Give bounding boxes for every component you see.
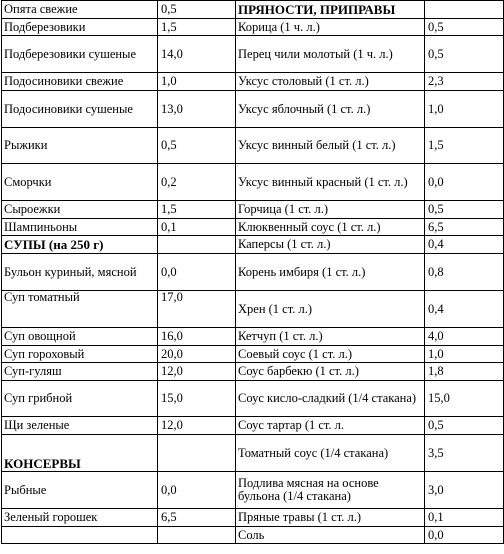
table-row: [2, 219, 504, 236]
item-value-cell: 0,2: [158, 164, 236, 201]
item-value-cell: 0,5: [158, 1, 236, 19]
table-row: [2, 435, 504, 472]
item-value-cell: 0,5: [158, 128, 236, 164]
item-value-cell: 0,5: [425, 201, 504, 219]
item-value-cell: 2,3: [425, 73, 504, 91]
table-row: [2, 19, 504, 36]
item-value-cell: 0,4: [425, 291, 504, 328]
item-value-cell: 3,5: [425, 435, 504, 472]
table-row: [2, 363, 504, 381]
item-value-cell: 1,0: [425, 91, 504, 128]
table-row: [2, 509, 504, 527]
item-name-cell: Суп-гуляш: [2, 363, 158, 381]
item-name-cell: Сморчки: [2, 164, 158, 201]
item-name-cell: Соевый соус (1 ст. л.): [236, 346, 425, 363]
item-name-cell: Суп грибной: [2, 381, 158, 417]
item-name-cell: Корица (1 ч. л.): [236, 19, 425, 36]
item-name-cell: Уксус яблочный (1 ст. л.): [236, 91, 425, 128]
item-name-cell: Опята свежие: [2, 1, 158, 19]
table-row: [2, 527, 504, 544]
item-value-cell: 0,1: [158, 219, 236, 236]
table-row: [2, 201, 504, 219]
item-value-cell: 1,5: [425, 128, 504, 164]
item-name-cell: Рыжики: [2, 128, 158, 164]
item-name-cell: Томатный соус (1/4 стакана): [236, 435, 425, 472]
item-name-cell: Подосиновики сушеные: [2, 91, 158, 128]
item-value-cell: 1,5: [158, 19, 236, 36]
item-value-cell: 1,8: [425, 363, 504, 381]
item-name-cell: Корень имбиря (1 ст. л.): [236, 254, 425, 291]
item-name-cell: Уксус винный красный (1 ст. л.): [236, 164, 425, 201]
item-value-cell: 0,5: [425, 36, 504, 73]
nutrition-table: [1, 0, 504, 544]
item-name-cell: Хрен (1 ст. л.): [236, 291, 425, 328]
item-name-cell: Суп томатный: [2, 291, 158, 328]
item-value-cell: 1,0: [158, 73, 236, 91]
item-name-cell: Зеленый горошек: [2, 509, 158, 527]
item-value-cell: 6,5: [425, 219, 504, 236]
item-value-cell: 15,0: [425, 381, 504, 417]
item-name-cell: Перец чили молотый (1 ч. л.): [236, 36, 425, 73]
item-name-cell: Уксус винный белый (1 ст. л.): [236, 128, 425, 164]
table-row: [2, 1, 504, 19]
item-name-cell: Соус барбекю (1 ст. л.): [236, 363, 425, 381]
item-name-cell: Бульон куриный, мясной: [2, 254, 158, 291]
item-value-cell: 4,0: [425, 328, 504, 346]
table-row: [2, 36, 504, 73]
item-value-cell: 1,5: [158, 201, 236, 219]
item-value-cell: [158, 236, 236, 254]
item-name-cell: КОНСЕРВЫ: [2, 435, 158, 472]
item-name-cell: Кетчуп (1 ст. л.): [236, 328, 425, 346]
item-name-cell: СУПЫ (на 250 г): [2, 236, 158, 254]
table-row: [2, 381, 504, 417]
item-name-cell: Щи зеленые: [2, 417, 158, 435]
table-row: [2, 472, 504, 509]
item-name-cell: Соус тартар (1 ст. л.: [236, 417, 425, 435]
item-value-cell: 14,0: [158, 36, 236, 73]
item-value-cell: 20,0: [158, 346, 236, 363]
item-name-cell: Подберезовики сушеные: [2, 36, 158, 73]
item-name-cell: Соус кисло-сладкий (1/4 стакана): [236, 381, 425, 417]
item-name-cell: Горчица (1 ст. л.): [236, 201, 425, 219]
item-value-cell: 12,0: [158, 363, 236, 381]
item-value-cell: [425, 1, 504, 19]
table-row: [2, 254, 504, 291]
item-value-cell: 13,0: [158, 91, 236, 128]
item-value-cell: 3,0: [425, 472, 504, 509]
item-value-cell: [158, 527, 236, 544]
table-body: [2, 1, 504, 544]
item-value-cell: 0,8: [425, 254, 504, 291]
table-row: [2, 417, 504, 435]
item-name-cell: Соль: [236, 527, 425, 544]
item-name-cell: Клюквенный соус (1 ст. л.): [236, 219, 425, 236]
table-row: [2, 164, 504, 201]
item-value-cell: 15,0: [158, 381, 236, 417]
item-value-cell: 6,5: [158, 509, 236, 527]
table-row: [2, 91, 504, 128]
item-value-cell: 12,0: [158, 417, 236, 435]
item-value-cell: 0,0: [425, 527, 504, 544]
item-value-cell: 1,0: [425, 346, 504, 363]
table-row: [2, 291, 504, 328]
item-name-cell: Каперсы (1 ст. л.): [236, 236, 425, 254]
item-value-cell: 0,0: [158, 472, 236, 509]
item-value-cell: 0,4: [425, 236, 504, 254]
item-value-cell: 0,5: [425, 19, 504, 36]
item-name-cell: Подлива мясная на основе бульона (1/4 стакана): [236, 472, 425, 509]
item-name-cell: Пряные травы (1 ст. л.): [236, 509, 425, 527]
item-name-cell: [2, 527, 158, 544]
item-value-cell: 0,0: [425, 164, 504, 201]
table-row: [2, 328, 504, 346]
item-value-cell: 0,0: [158, 254, 236, 291]
item-name-cell: ПРЯНОСТИ, ПРИПРАВЫ: [236, 1, 425, 19]
item-name-cell: Уксус столовый (1 ст. л.): [236, 73, 425, 91]
item-name-cell: Рыбные: [2, 472, 158, 509]
item-name-cell: Сыроежки: [2, 201, 158, 219]
item-name-cell: Суп гороховый: [2, 346, 158, 363]
table-row: [2, 346, 504, 363]
item-name-cell: Подосиновики свежие: [2, 73, 158, 91]
table-row: [2, 128, 504, 164]
item-name-cell: Суп овощной: [2, 328, 158, 346]
item-value-cell: 0,5: [425, 417, 504, 435]
item-value-cell: 0,1: [425, 509, 504, 527]
item-value-cell: [158, 435, 236, 472]
item-value-cell: 17,0: [158, 291, 236, 328]
item-name-cell: Шампиньоны: [2, 219, 158, 236]
table-row: [2, 236, 504, 254]
item-name-cell: Подберезовики: [2, 19, 158, 36]
item-value-cell: 16,0: [158, 328, 236, 346]
table-row: [2, 73, 504, 91]
